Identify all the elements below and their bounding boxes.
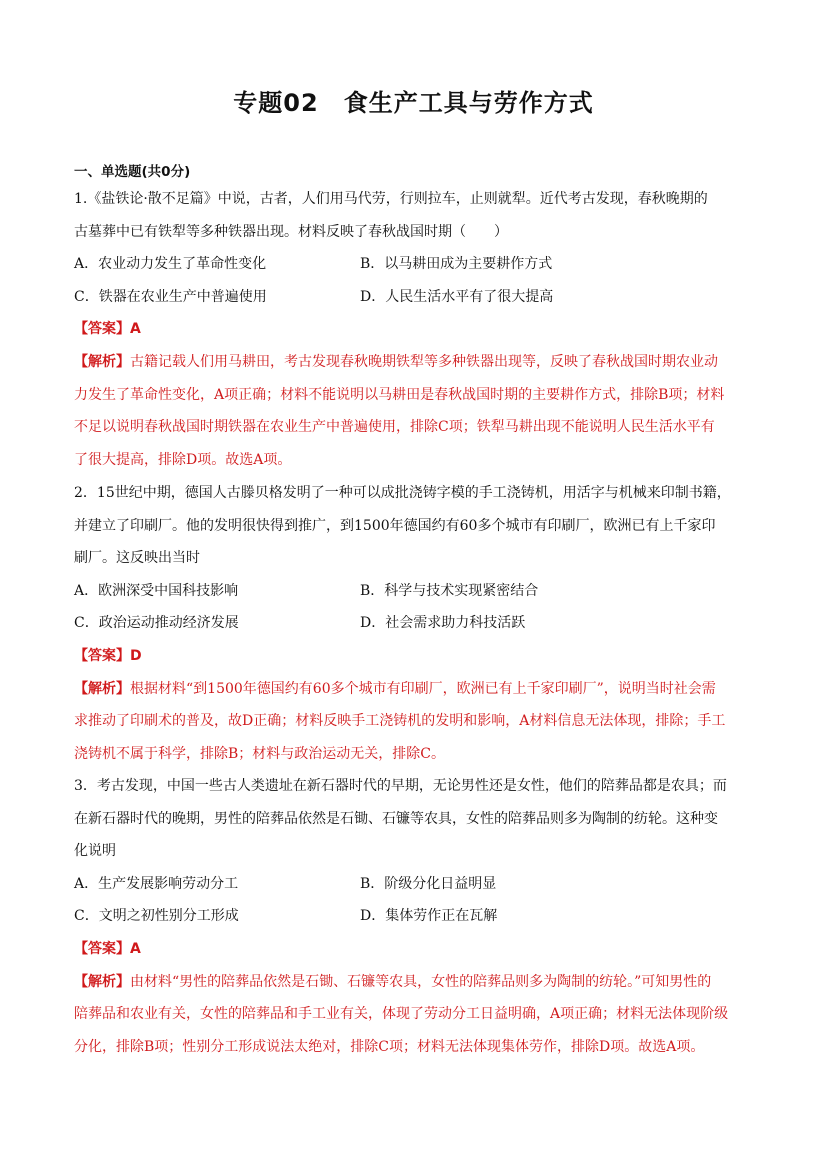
page-title: 专题02 食生产工具与劳作方式 bbox=[233, 89, 594, 117]
question-2 bbox=[74, 477, 754, 770]
answer-value: D bbox=[130, 647, 142, 664]
analysis-line bbox=[74, 966, 754, 999]
option-d: D．集体劳作正在瓦解 bbox=[360, 908, 498, 925]
analysis-line: 浇铸机不属于科学，排除B；材料与政治运动无关，排除C。 bbox=[74, 745, 445, 762]
analysis-line: 力发生了革命性变化，A项正确；材料不能说明以马耕田是春秋战国时期的主要耕作方式，排除B项；材料 bbox=[74, 386, 725, 403]
analysis-line: 求推动了印刷术的普及，故D正确；材料反映手工浇铸机的发明和影响，A材料信息无法体现，排除；手工 bbox=[74, 713, 726, 730]
options-row bbox=[74, 575, 754, 608]
analysis-line bbox=[74, 673, 754, 706]
answer-tag: 【答案】 bbox=[74, 647, 130, 664]
analysis-text: 根据材料“到1500年德国约有60多个城市有印刷厂，欧洲已有上千家印刷厂”，说明当时社会需 bbox=[130, 680, 716, 697]
option-b: B．阶级分化日益明显 bbox=[360, 875, 497, 892]
question-stem-line: 3．考古发现，中国一些古人类遗址在新石器时代的早期，无论男性还是女性，他们的陪葬品都是农具；而 bbox=[74, 778, 727, 794]
analysis-line: 不足以说明春秋战国时期铁器在农业生产中普遍使用，排除C项；铁犁马耕出现不能说明人民生活水平有 bbox=[74, 419, 715, 436]
answer-tag: 【答案】 bbox=[74, 321, 130, 338]
answer-line bbox=[74, 933, 754, 966]
analysis-tag: 【解析】 bbox=[74, 680, 130, 697]
question-3 bbox=[74, 770, 754, 1063]
answer-line bbox=[74, 313, 754, 346]
answer-tag: 【答案】 bbox=[74, 940, 130, 957]
answer-value: A bbox=[130, 940, 141, 957]
option-a: A．生产发展影响劳动分工 bbox=[74, 875, 239, 892]
analysis-line bbox=[74, 346, 754, 379]
option-a: A．农业动力发生了革命性变化 bbox=[74, 256, 267, 273]
answer-line bbox=[74, 640, 754, 673]
question-stem-line: 在新石器时代的晚期，男性的陪葬品依然是石锄、石镰等农具，女性的陪葬品则多为陶制的纺轮。这种变 bbox=[74, 810, 718, 827]
options-row bbox=[74, 607, 754, 640]
options-row bbox=[74, 900, 754, 933]
question-1 bbox=[74, 183, 754, 476]
question-stem-line: 古墓葬中已有铁犁等多种铁器出现。材料反映了春秋战国时期（ ） bbox=[74, 223, 508, 240]
question-stem-line: 1.《盐铁论·散不足篇》中说，古者，人们用马代劳，行则拉车，止则就犁。近代考古发现，春秋晚期的 bbox=[74, 191, 708, 207]
analysis-line: 了很大提高，排除D项。故选A项。 bbox=[74, 451, 292, 468]
options-row bbox=[74, 281, 754, 314]
analysis-line: 陪葬品和农业有关，女性的陪葬品和手工业有关，体现了劳动分工日益明确，A项正确；材料无法体现阶级 bbox=[74, 1006, 729, 1023]
option-b: B．科学与技术实现紧密结合 bbox=[360, 582, 539, 599]
option-c: C．文明之初性别分工形成 bbox=[74, 908, 239, 925]
option-b: B．以马耕田成为主要耕作方式 bbox=[360, 256, 553, 273]
question-stem-line: 并建立了印刷厂。他的发明很快得到推广，到1500年德国约有60多个城市有印刷厂，欧洲已有上千家印 bbox=[74, 517, 716, 534]
section-heading: 一、单选题(共0分) bbox=[74, 164, 191, 180]
question-stem-line: 2．15世纪中期，德国人古滕贝格发明了一种可以成批浇铸字模的手工浇铸机，用活字与机械来印制书籍， bbox=[74, 485, 731, 501]
option-a: A．欧洲深受中国科技影响 bbox=[74, 582, 239, 599]
analysis-tag: 【解析】 bbox=[74, 973, 130, 990]
option-c: C．铁器在农业生产中普遍使用 bbox=[74, 288, 267, 305]
options-row bbox=[74, 248, 754, 281]
analysis-tag: 【解析】 bbox=[74, 353, 130, 370]
analysis-text: 由材料“男性的陪葬品依然是石锄、石镰等农具，女性的陪葬品则多为陶制的纺轮。”可知男性的 bbox=[130, 973, 712, 990]
option-d: D．社会需求助力科技活跃 bbox=[360, 615, 526, 632]
question-stem-line: 刷厂。这反映出当时 bbox=[74, 550, 200, 567]
answer-value: A bbox=[130, 321, 141, 338]
options-row bbox=[74, 868, 754, 901]
question-stem-line: 化说明 bbox=[74, 843, 116, 860]
option-d: D．人民生活水平有了很大提高 bbox=[360, 288, 554, 305]
analysis-text: 古籍记载人们用马耕田，考古发现春秋晚期铁犁等多种铁器出现等，反映了春秋战国时期农业动 bbox=[130, 353, 718, 370]
analysis-line: 分化，排除B项；性别分工形成说法太绝对，排除C项；材料无法体现集体劳作，排除D项。故选A项。 bbox=[74, 1038, 705, 1055]
option-c: C．政治运动推动经济发展 bbox=[74, 615, 239, 632]
